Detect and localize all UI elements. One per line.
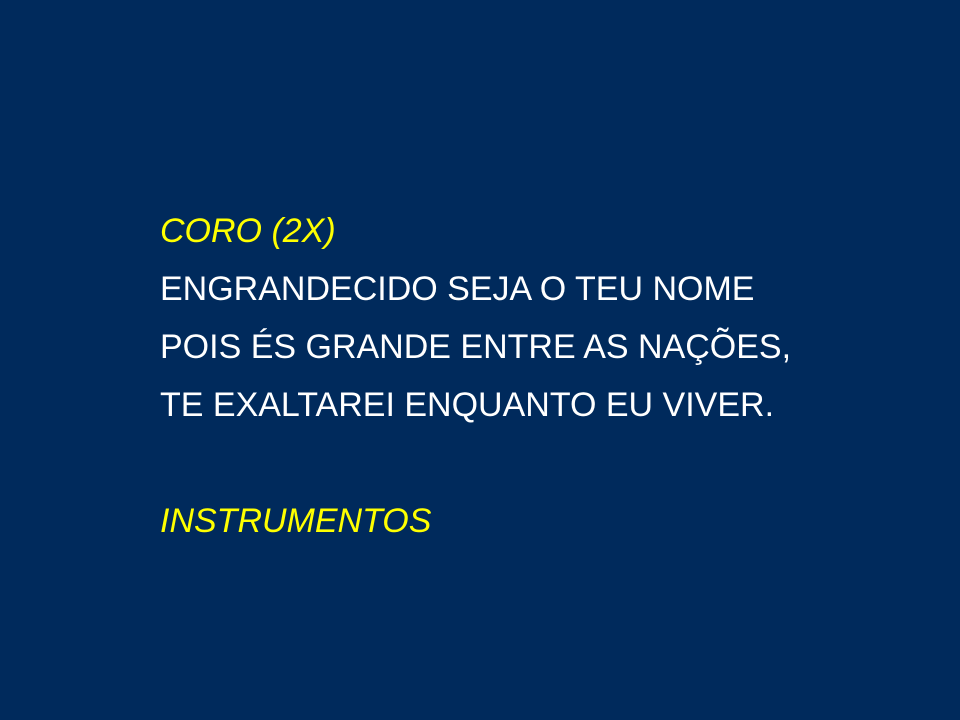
instruments-label: INSTRUMENTOS: [160, 502, 432, 540]
lyric-line-3: TE EXALTAREI ENQUANTO EU VIVER.: [160, 386, 775, 424]
chorus-heading: CORO (2X): [160, 212, 336, 250]
lyric-line-2: POIS ÉS GRANDE ENTRE AS NAÇÕES,: [160, 328, 792, 366]
lyric-line-1: ENGRANDECIDO SEJA O TEU NOME: [160, 270, 755, 308]
